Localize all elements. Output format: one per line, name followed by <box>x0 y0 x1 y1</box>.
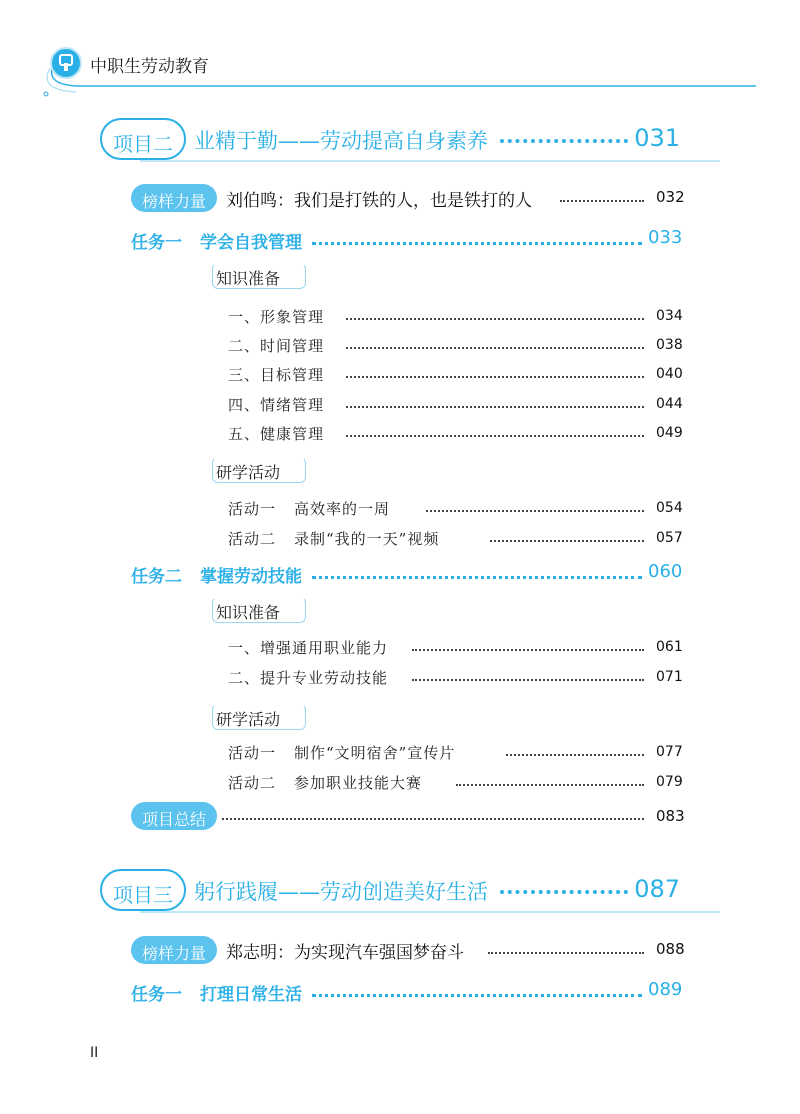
role-model-page: 032 <box>656 188 685 206</box>
toc-item: 二、时间管理 <box>228 337 325 355</box>
leader-dots <box>346 318 644 320</box>
leader-dots <box>500 890 628 894</box>
toc-item: 一、形象管理 <box>228 308 325 326</box>
leader-dots <box>346 406 644 408</box>
summary-label: 项目总结 <box>141 810 206 829</box>
leader-dots <box>426 510 644 512</box>
toc-item-page: 040 <box>656 366 683 382</box>
task-page: 089 <box>648 979 683 1000</box>
project-page: 031 <box>634 124 680 152</box>
role-model-badge <box>131 936 217 964</box>
project-label-pill <box>100 118 186 160</box>
section-tag: 研学活动 <box>216 710 281 729</box>
task-title: 打理日常生活 <box>200 985 302 1005</box>
project-label-pill <box>100 869 186 911</box>
summary-page: 083 <box>656 807 685 825</box>
task-page: 033 <box>648 227 683 248</box>
book-title: 中职生劳动教育 <box>90 57 209 77</box>
toc-item: 活动二 参加职业技能大赛 <box>228 774 423 792</box>
task-page: 060 <box>648 561 683 582</box>
toc-item-page: 049 <box>656 425 683 441</box>
toc-item: 活动一 高效率的一周 <box>228 500 391 518</box>
header-logo-icon <box>50 47 82 79</box>
toc-item: 四、情绪管理 <box>228 396 325 414</box>
task-label: 任务一 <box>131 233 182 253</box>
leader-dots <box>506 754 644 756</box>
toc-item-page: 077 <box>656 744 683 760</box>
toc-item-page: 071 <box>656 669 683 685</box>
leader-dots <box>412 679 644 681</box>
project-label: 项目三 <box>113 883 173 907</box>
project-title: 躬行践履——劳动创造美好生活 <box>194 880 488 904</box>
toc-item: 三、目标管理 <box>228 366 325 384</box>
section-tag: 知识准备 <box>216 603 281 622</box>
project-label: 项目二 <box>113 132 173 156</box>
summary-badge <box>131 802 217 830</box>
role-model-page: 088 <box>656 940 685 958</box>
leader-dots <box>346 376 644 378</box>
toc-item-page: 057 <box>656 530 683 546</box>
toc-item-page: 054 <box>656 500 683 516</box>
role-model-title: 郑志明：为实现汽车强国梦奋斗 <box>226 943 464 963</box>
section-tag: 研学活动 <box>216 463 281 482</box>
project-page: 087 <box>634 875 680 903</box>
leader-dots <box>500 139 628 143</box>
leader-dots <box>312 576 642 579</box>
leader-dots <box>560 200 644 202</box>
page-folio: II <box>90 1045 99 1061</box>
toc-item: 五、健康管理 <box>228 425 325 443</box>
project-heading <box>100 118 700 160</box>
toc-item: 二、提升专业劳动技能 <box>228 669 389 687</box>
task-title: 学会自我管理 <box>200 233 302 253</box>
leader-dots <box>346 435 644 437</box>
role-model-title: 刘伯鸣：我们是打铁的人，也是铁打的人 <box>226 191 532 211</box>
toc-item-page: 034 <box>656 308 683 324</box>
leader-dots <box>346 347 644 349</box>
section-tag: 知识准备 <box>216 269 281 288</box>
toc-item-page: 061 <box>656 639 683 655</box>
leader-dots <box>488 952 644 954</box>
leader-dots <box>412 649 644 651</box>
toc-item: 活动一 制作“文明宿舍”宣传片 <box>228 744 456 762</box>
role-model-badge-label: 榜样力量 <box>141 192 206 211</box>
leader-dots <box>490 540 644 542</box>
project-title: 业精于勤——劳动提高自身素养 <box>194 129 488 153</box>
role-model-badge <box>131 184 217 212</box>
leader-dots <box>456 784 644 786</box>
toc-item: 活动二 录制“我的一天”视频 <box>228 530 440 548</box>
heading-underline <box>140 911 720 913</box>
task-label: 任务一 <box>131 985 182 1005</box>
heading-underline <box>140 160 720 162</box>
task-title: 掌握劳动技能 <box>200 567 302 587</box>
role-model-badge-label: 榜样力量 <box>141 944 206 963</box>
project-heading <box>100 869 700 911</box>
task-label: 任务二 <box>131 567 182 587</box>
toc-item-page: 044 <box>656 396 683 412</box>
leader-dots <box>312 994 642 997</box>
toc-item-page: 038 <box>656 337 683 353</box>
toc-item-page: 079 <box>656 774 683 790</box>
leader-dots <box>222 818 644 820</box>
leader-dots <box>312 242 642 245</box>
toc-item: 一、增强通用职业能力 <box>228 639 389 657</box>
